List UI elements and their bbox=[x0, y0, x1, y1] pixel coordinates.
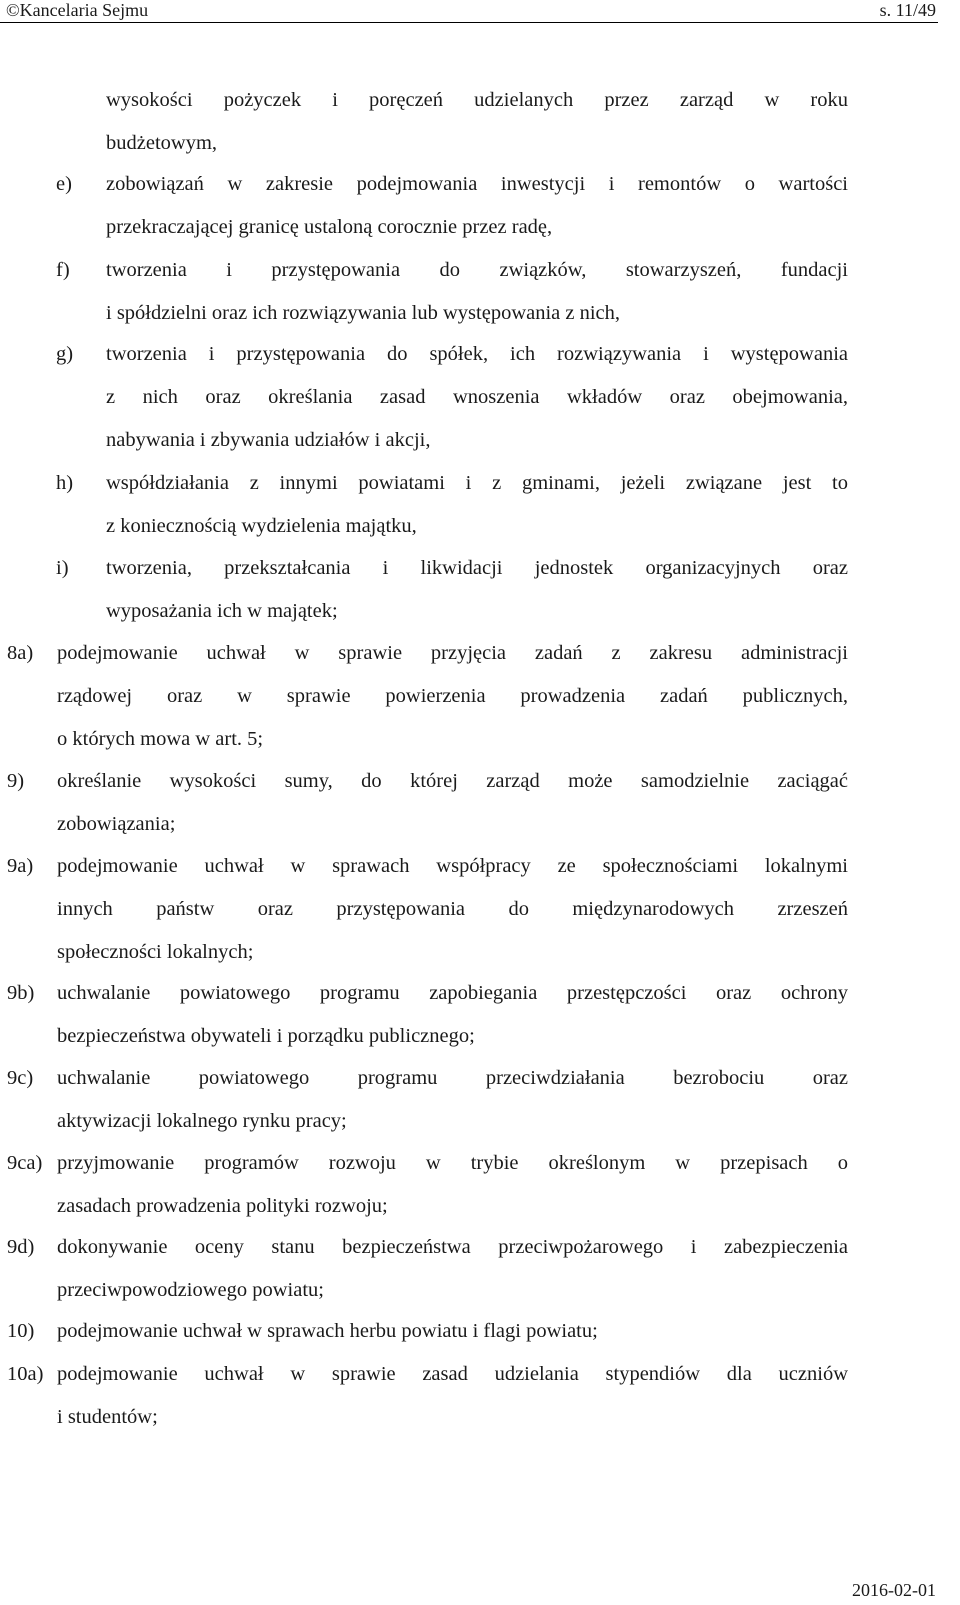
list-item-text bbox=[106, 79, 848, 165]
list-item-label: i) bbox=[56, 557, 69, 579]
list-item bbox=[7, 1142, 848, 1228]
list-item-text bbox=[106, 462, 848, 548]
text-line: z nich oraz określania zasad wnoszenia wkładów oraz obejmowania, bbox=[106, 386, 848, 408]
text-line: uchwalanie powiatowego programu zapobiegania przestępczości oraz ochrony bbox=[57, 982, 848, 1004]
list-item-label: 10) bbox=[7, 1320, 35, 1342]
text-line: tworzenia i przystępowania do spółek, ich rozwiązywania i występowania bbox=[106, 343, 848, 365]
text-line: społeczności lokalnych; bbox=[57, 941, 254, 963]
text-line: przekraczającej granicę ustaloną corocznie przez radę, bbox=[106, 216, 553, 238]
list-item-label: h) bbox=[56, 472, 74, 494]
list-item-label: 9a) bbox=[7, 855, 34, 877]
text-line: wyposażania ich w majątek; bbox=[106, 600, 338, 622]
text-line: rządowej oraz w sprawie powierzenia prowadzenia zadań publicznych, bbox=[57, 685, 848, 707]
text-line: z koniecznością wydzielenia majątku, bbox=[106, 515, 417, 537]
list-item bbox=[7, 1226, 848, 1312]
list-item-text bbox=[57, 632, 848, 761]
text-line: bezpieczeństwa obywateli i porządku publicznego; bbox=[57, 1025, 475, 1047]
list-item-text bbox=[57, 760, 848, 846]
text-line: podejmowanie uchwał w sprawie zasad udzielania stypendiów dla uczniów bbox=[57, 1363, 848, 1385]
text-line: określanie wysokości sumy, do której zarząd może samodzielnie zaciągać bbox=[57, 770, 848, 792]
text-line: podejmowanie uchwał w sprawach herbu powiatu i flagi powiatu; bbox=[57, 1320, 598, 1342]
text-line: nabywania i zbywania udziałów i akcji, bbox=[106, 429, 431, 451]
list-item-label: g) bbox=[56, 343, 74, 365]
list-item-label: 9ca) bbox=[7, 1152, 43, 1174]
text-line: aktywizacji lokalnego rynku pracy; bbox=[57, 1110, 347, 1132]
list-item bbox=[7, 1057, 848, 1143]
text-line: zobowiązania; bbox=[57, 813, 176, 835]
list-item bbox=[7, 760, 848, 846]
text-line: przyjmowanie programów rozwoju w trybie określonym w przepisach o bbox=[57, 1152, 848, 1174]
text-line: i spółdzielni oraz ich rozwiązywania lub występowania z nich, bbox=[106, 302, 621, 324]
text-line: o których mowa w art. 5; bbox=[57, 728, 264, 750]
list-item bbox=[0, 79, 848, 165]
list-item-label: 10a) bbox=[7, 1363, 44, 1385]
list-item-text bbox=[57, 1057, 848, 1143]
list-item bbox=[56, 333, 848, 462]
text-line: przeciwpowodziowego powiatu; bbox=[57, 1279, 324, 1301]
text-line: podejmowanie uchwał w sprawie przyjęcia zadań z zakresu administracji bbox=[57, 642, 848, 664]
list-item bbox=[56, 249, 848, 335]
text-line: tworzenia i przystępowania do związków, stowarzyszeń, fundacji bbox=[106, 259, 848, 281]
header-page-number: s. 11/49 bbox=[879, 0, 936, 20]
list-item bbox=[7, 1353, 848, 1439]
text-line: zobowiązań w zakresie podejmowania inwestycji i remontów o wartości bbox=[106, 173, 848, 195]
list-item-text bbox=[106, 163, 848, 249]
list-item-label: 9b) bbox=[7, 982, 35, 1004]
list-item-text bbox=[106, 249, 848, 335]
text-line: zasadach prowadzenia polityki rozwoju; bbox=[57, 1195, 388, 1217]
list-item bbox=[56, 163, 848, 249]
list-item bbox=[7, 972, 848, 1058]
list-item bbox=[7, 1310, 848, 1353]
list-item-text bbox=[57, 1310, 848, 1353]
text-line: innych państw oraz przystępowania do międzynarodowych zrzeszeń bbox=[57, 898, 848, 920]
list-item-text bbox=[57, 972, 848, 1058]
list-item bbox=[7, 632, 848, 761]
list-item-label: 9d) bbox=[7, 1236, 35, 1258]
list-item-text bbox=[57, 845, 848, 974]
list-item-text bbox=[57, 1353, 848, 1439]
text-line: współdziałania z innymi powiatami i z gminami, jeżeli związane jest to bbox=[106, 472, 848, 494]
list-item-text bbox=[57, 1142, 848, 1228]
list-item-label: 8a) bbox=[7, 642, 34, 664]
text-line: tworzenia, przekształcania i likwidacji jednostek organizacyjnych oraz bbox=[106, 557, 848, 579]
list-item bbox=[56, 547, 848, 633]
header-divider bbox=[0, 22, 938, 23]
text-line: uchwalanie powiatowego programu przeciwdziałania bezrobociu oraz bbox=[57, 1067, 848, 1089]
footer-date: 2016-02-01 bbox=[852, 1580, 936, 1600]
text-line: wysokości pożyczek i poręczeń udzielanych przez zarząd w roku bbox=[106, 89, 848, 111]
text-line: podejmowanie uchwał w sprawach współpracy ze społecznościami lokalnymi bbox=[57, 855, 848, 877]
list-item-text bbox=[106, 333, 848, 462]
list-item-text bbox=[57, 1226, 848, 1312]
list-item-label: 9c) bbox=[7, 1067, 34, 1089]
text-line: i studentów; bbox=[57, 1406, 158, 1428]
text-line: dokonywanie oceny stanu bezpieczeństwa przeciwpożarowego i zabezpieczenia bbox=[57, 1236, 848, 1258]
list-item-label: e) bbox=[56, 173, 72, 195]
list-item-text bbox=[106, 547, 848, 633]
text-line: budżetowym, bbox=[106, 132, 218, 154]
list-item-label: 9) bbox=[7, 770, 25, 792]
header-source: ©Kancelaria Sejmu bbox=[6, 0, 149, 20]
list-item bbox=[56, 462, 848, 548]
list-item-label: f) bbox=[56, 259, 70, 281]
list-item bbox=[7, 845, 848, 974]
